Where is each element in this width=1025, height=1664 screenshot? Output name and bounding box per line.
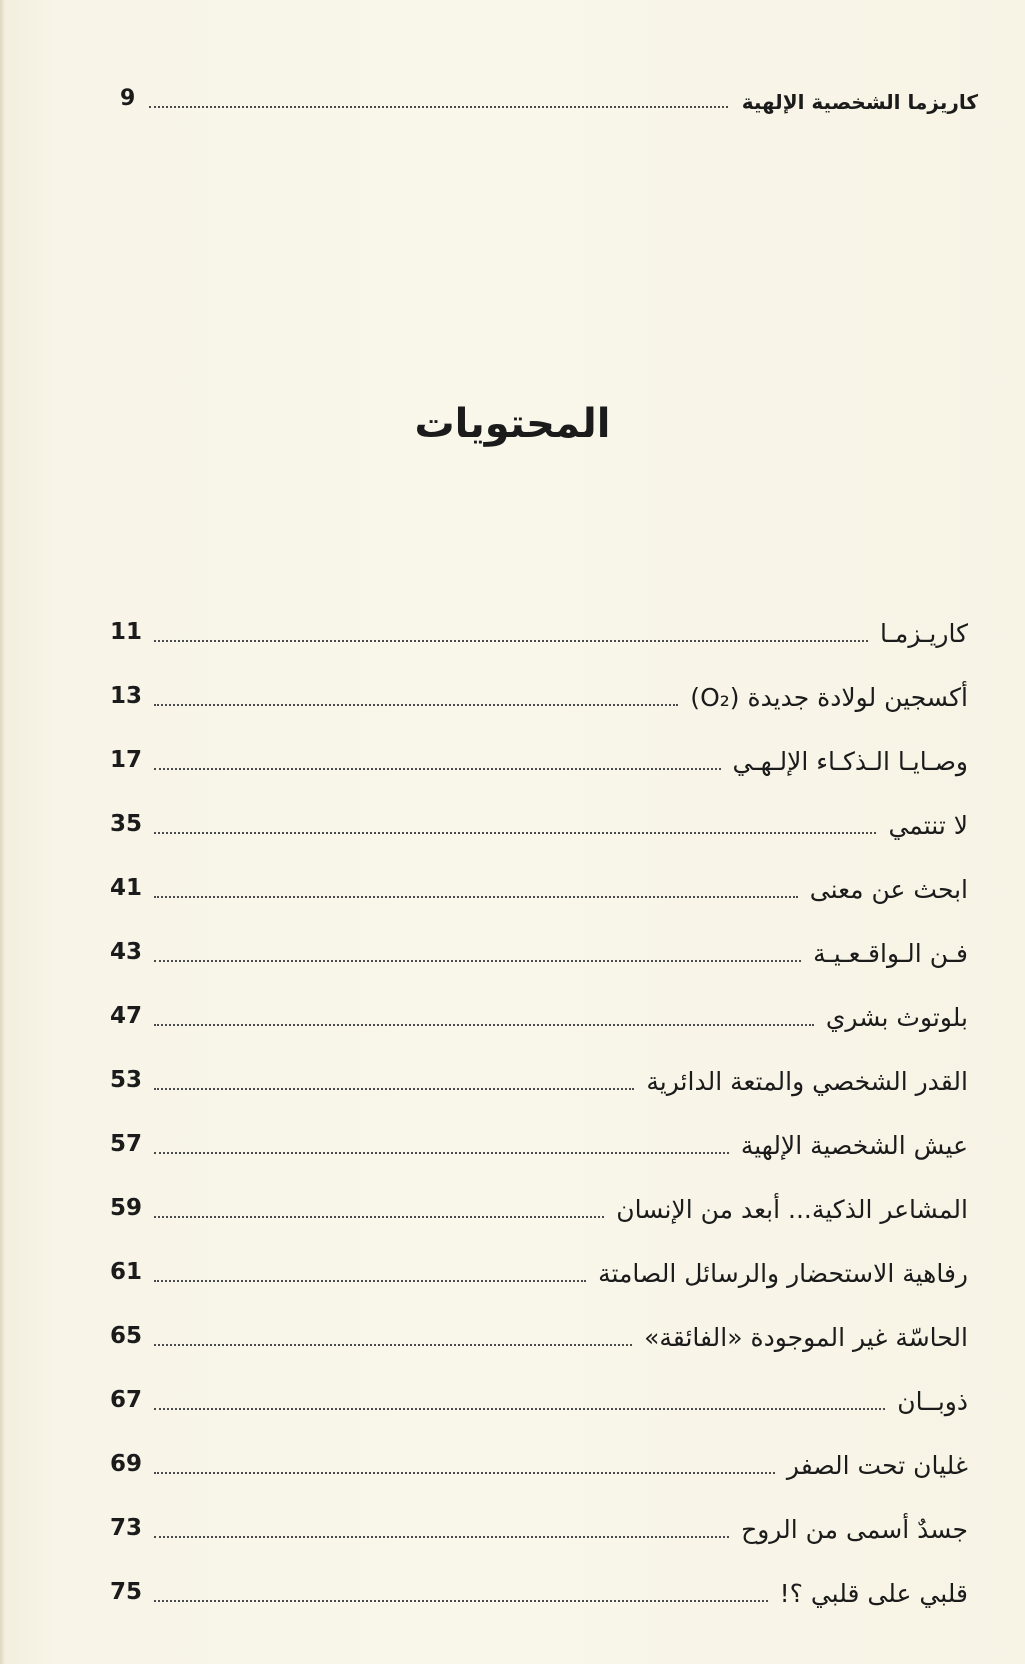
toc-entry bbox=[110, 712, 968, 776]
toc-dot-leader bbox=[154, 832, 876, 834]
toc-entry-title: عيش الشخصية الإلهية bbox=[740, 1131, 968, 1160]
toc-entry-title: ذوبــان bbox=[897, 1387, 968, 1416]
toc-entry-title: لا تنتمي bbox=[888, 811, 968, 840]
toc-entry bbox=[110, 1544, 968, 1608]
toc-dot-leader bbox=[154, 768, 721, 770]
toc-entry-title: المشاعر الذكية... أبعد من الإنسان bbox=[616, 1195, 968, 1224]
toc-entry-page: 61 bbox=[110, 1259, 143, 1285]
toc-entry-title: رفاهية الاستحضار والرسائل الصامتة bbox=[598, 1259, 968, 1288]
toc-entry-page: 69 bbox=[110, 1451, 143, 1477]
toc-entry-title: وصـايـا الـذكـاء الإلـهـي bbox=[732, 747, 968, 776]
toc-dot-leader bbox=[154, 1408, 885, 1410]
contents-heading: المحتويات bbox=[414, 401, 611, 447]
toc-entry-title: القدر الشخصي والمتعة الدائرية bbox=[646, 1067, 968, 1096]
toc-dot-leader bbox=[154, 1152, 729, 1154]
toc-entry bbox=[110, 584, 968, 648]
toc-entry bbox=[110, 1288, 968, 1352]
toc-dot-leader bbox=[154, 1472, 775, 1474]
toc-entry bbox=[110, 1352, 968, 1416]
page-edge-shadow bbox=[0, 0, 5, 1664]
toc-entry-page: 43 bbox=[110, 939, 143, 965]
toc-entry bbox=[110, 648, 968, 712]
toc-entry-page: 41 bbox=[110, 875, 143, 901]
toc-entry bbox=[110, 776, 968, 840]
toc-entry bbox=[110, 1224, 968, 1288]
toc-entry-title: أكسجين لولادة جديدة (O₂) bbox=[690, 683, 968, 712]
toc-dot-leader bbox=[154, 640, 868, 642]
toc-entry bbox=[110, 1032, 968, 1096]
toc-entry bbox=[110, 1416, 968, 1480]
running-header bbox=[120, 74, 978, 114]
running-header-title: كاريزما الشخصية الإلهية bbox=[741, 90, 978, 114]
toc-entry bbox=[110, 968, 968, 1032]
toc-entry-title: فـن الـواقـعـيـة bbox=[813, 939, 968, 968]
toc-dot-leader bbox=[154, 1600, 768, 1602]
toc-dot-leader bbox=[154, 960, 801, 962]
toc-entry-page: 57 bbox=[110, 1131, 143, 1157]
toc-entry-page: 75 bbox=[110, 1579, 143, 1605]
toc-entry-title: بلوتوث بشري bbox=[825, 1003, 968, 1032]
toc-entry-page: 67 bbox=[110, 1387, 143, 1413]
toc-entry-title: جسدٌ أسمى من الروح bbox=[741, 1515, 968, 1544]
toc-dot-leader bbox=[154, 896, 798, 898]
toc-entry bbox=[110, 840, 968, 904]
toc-dot-leader bbox=[154, 1344, 632, 1346]
toc-dot-leader bbox=[154, 1216, 604, 1218]
toc-dot-leader bbox=[154, 1088, 634, 1090]
running-header-dot-leader bbox=[149, 106, 727, 108]
toc-entry-title: ابحث عن معنى bbox=[809, 875, 968, 904]
toc-entry-page: 11 bbox=[110, 619, 143, 645]
toc-entry-page: 59 bbox=[110, 1195, 143, 1221]
toc-entry bbox=[110, 904, 968, 968]
toc-entry bbox=[110, 1160, 968, 1224]
toc-entry-page: 47 bbox=[110, 1003, 143, 1029]
table-of-contents bbox=[110, 584, 968, 1608]
toc-entry-page: 65 bbox=[110, 1323, 143, 1349]
toc-entry-title: كاريـزمـا bbox=[879, 619, 968, 648]
toc-entry-title: قلبي على قلبي ؟! bbox=[779, 1579, 968, 1608]
toc-dot-leader bbox=[154, 1536, 729, 1538]
toc-dot-leader bbox=[154, 1280, 586, 1282]
toc-entry-title: غليان تحت الصفر bbox=[786, 1451, 968, 1480]
running-header-page-number: 9 bbox=[120, 86, 136, 111]
toc-entry bbox=[110, 1096, 968, 1160]
toc-entry-page: 13 bbox=[110, 683, 143, 709]
toc-entry bbox=[110, 1480, 968, 1544]
toc-entry-page: 53 bbox=[110, 1067, 143, 1093]
toc-entry-page: 17 bbox=[110, 747, 143, 773]
toc-dot-leader bbox=[154, 1024, 814, 1026]
toc-dot-leader bbox=[154, 704, 678, 706]
toc-entry-title: الحاسّة غير الموجودة «الفائقة» bbox=[644, 1323, 968, 1352]
toc-entry-page: 35 bbox=[110, 811, 143, 837]
toc-entry-page: 73 bbox=[110, 1515, 143, 1541]
